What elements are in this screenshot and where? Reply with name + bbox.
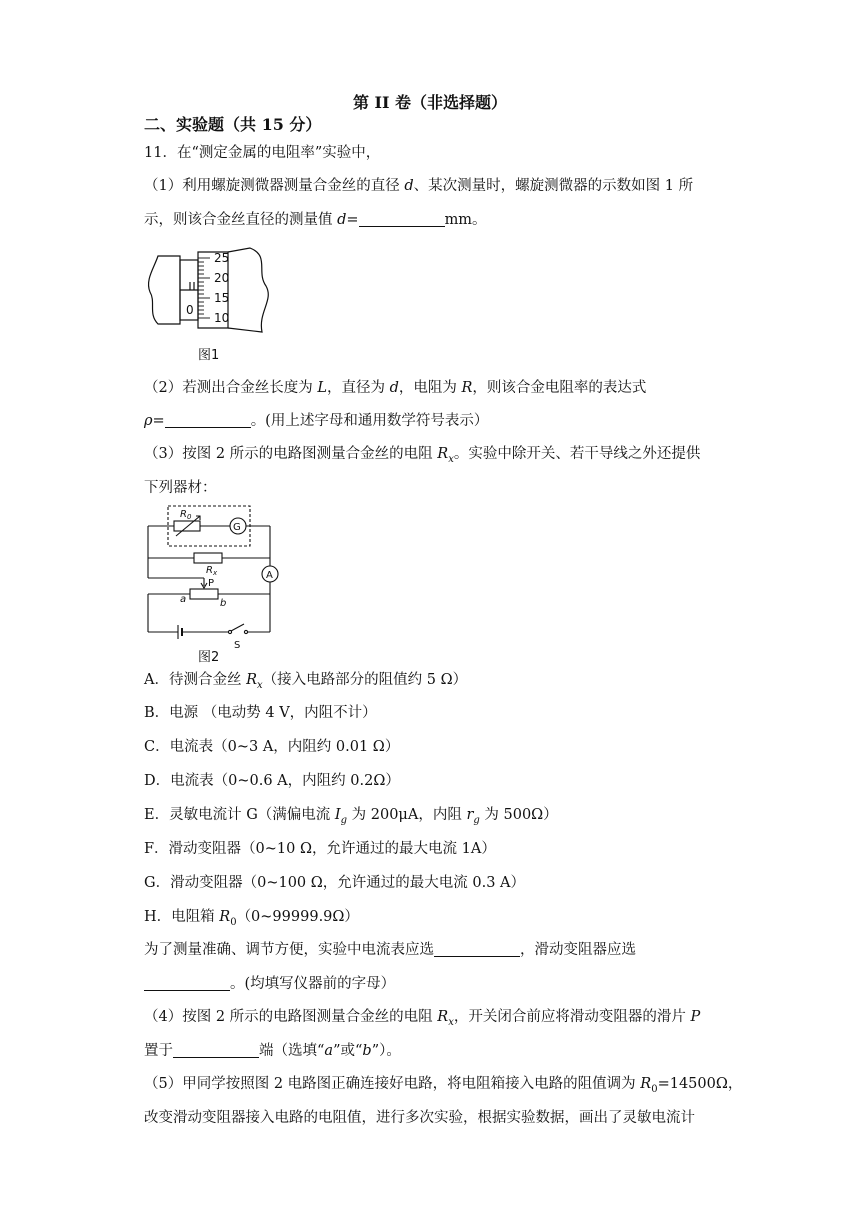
q2-line2: ρ= 。(用上述字母和通用数学符号表示） [144,413,489,429]
label-rx: $R_x$ [206,565,218,577]
label-slider-p: P [208,578,215,589]
answer-blank-slider-end[interactable] [173,1043,259,1058]
q1-line1: （1）利用螺旋测微器测量合金丝的直径 d、某次测量时，螺旋测微器的示数如图 1 所 [144,178,694,194]
option-g: G．滑动变阻器（0~100 Ω，允许通过的最大电流 0.3 A） [144,875,526,891]
label-end-b: b [220,598,227,609]
option-a: A．待测合金丝 $R_x$（接入电路部分的阻值约 5 Ω） [144,672,468,691]
section-heading: 二、实验题（共 15 分） [144,115,322,134]
option-e: E．灵敏电流计 G（满偏电流 $I_g$ 为 200μA，内阻 $r_g$ 为 500Ω） [144,807,558,826]
scale-label-10: 10 [214,311,230,325]
sleeve-zero-label: 0 [186,303,194,317]
option-d: D．电流表（0~0.6 A，内阻约 0.2Ω） [144,773,400,789]
answer-blank-resistivity[interactable] [165,413,251,428]
label-galvanometer: G [233,522,241,533]
q3-line1: （3）按图 2 所示的电路图测量合金丝的电阻 $R_x$。实验中除开关、若干导线之外还提供 [144,446,701,465]
q3-line2: 下列器材： [144,480,217,496]
figure1-caption: 图1 [198,348,220,363]
figure2-caption: 图2 [198,650,220,665]
scale-label-20: 20 [214,271,230,285]
choose-line2: 。(均填写仪器前的字母） [144,974,395,994]
label-switch-s: S [234,640,241,650]
answer-blank-diameter[interactable] [359,212,445,227]
option-h: H．电阻箱 $R_0(0\sim 99999.9\Omega)$ [144,909,359,928]
choose-line1: 为了测量准确、调节方便，实验中电流表应选 ，滑动变阻器应选 [144,942,636,958]
scale-label-25: 25 [214,251,230,265]
question-intro: 11．在“测定金属的电阻率”实验中， [144,145,381,161]
scale-label-15: 15 [214,291,230,305]
micrometer-figure [144,238,274,338]
option-c: C．电流表（0~3 A，内阻约 0.01 Ω） [144,739,400,755]
option-b: B．电源 （电动势 4 V，内阻不计） [144,705,377,721]
q4-line2: 置于 端（选填“a”或“b”）。 [144,1043,401,1059]
label-end-a: a [180,594,187,605]
q2-line1: （2）若测出合金丝长度为 L，直径为 d，电阻为 R，则该合金电阻率的表达式 [144,380,647,396]
answer-blank-ammeter[interactable] [434,942,520,957]
answer-blank-rheostat[interactable] [144,976,230,991]
circuit-figure [144,502,284,650]
option-f: F．滑动变阻器（0~10 Ω，允许通过的最大电流 1A） [144,841,496,857]
q5-line1: （5）甲同学按照图 2 电路图正确连接好电路，将电阻箱接入电路的阻值调为 $R_0=14500\Omega$， [144,1076,743,1095]
label-r0: $R_0$ [180,509,192,521]
q1-line2: 示，则该合金丝直径的测量值 d= mm。 [144,212,487,228]
paper-title: 第 II 卷（非选择题） [352,93,508,112]
q4-line1: （4）按图 2 所示的电路图测量合金丝的电阻 $R_x$，开关闭合前应将滑动变阻器的滑片 P [144,1009,701,1028]
label-ammeter: A [266,570,273,581]
q5-line2: 改变滑动变阻器接入电路的电阻值，进行多次实验，根据实验数据，画出了灵敏电流计 [144,1110,695,1126]
